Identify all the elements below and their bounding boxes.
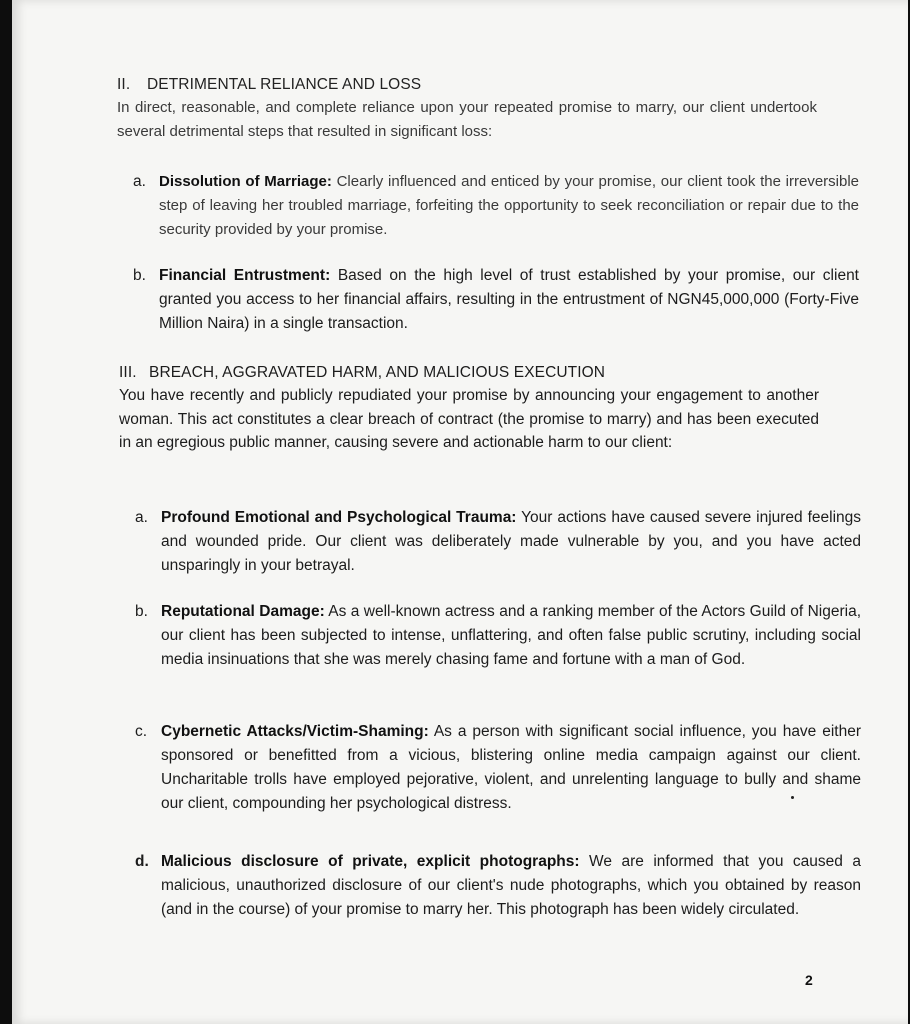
item-label: Malicious disclosure of private, explicit photographs: (161, 853, 580, 870)
section-iii-intro: You have recently and publicly repudiated your promise by announcing your engagement to another woman. This act constitutes a clear breach of contract (the promise to marry) and has been executed in an egregious public manner, causing severe and actionable harm to our client: (119, 387, 819, 451)
item-text: Based on the high level of trust established by your promise, our client granted you access to her financial affairs, resulting in the entrustment of NGN45,000,000 (Forty-Five Million Naira) in a single transaction. (159, 267, 859, 332)
section-ii-item-a (117, 170, 859, 242)
item-letter: a. (135, 509, 148, 526)
section-iii-heading (119, 362, 819, 384)
section-iii-item-c (119, 720, 861, 816)
section-ii-item-b (117, 264, 859, 336)
item-text: As a well-known actress and a ranking member of the Actors Guild of Nigeria, our client has been subjected to intense, unflattering, and often false public scrutiny, including social media insinuations that she was merely chasing fame and fortune with a man of God. (161, 603, 861, 668)
page-number: 2 (805, 972, 813, 988)
document-page (12, 0, 908, 1024)
item-letter: a. (133, 173, 146, 190)
section-iii-title: BREACH, AGGRAVATED HARM, AND MALICIOUS EXECUTION (149, 364, 606, 381)
item-label: Profound Emotional and Psychological Trauma: (161, 509, 517, 526)
section-ii-number: II. (117, 76, 131, 93)
section-iii (119, 362, 819, 455)
section-iii-item-b (119, 600, 861, 672)
item-label: Reputational Damage: (161, 603, 325, 620)
section-iii-item-d (119, 850, 861, 922)
item-letter: b. (133, 267, 146, 284)
section-ii-heading (117, 74, 817, 96)
item-letter: b. (135, 603, 148, 620)
section-iii-number: III. (119, 364, 137, 381)
item-text: As a person with significant social influence, you have either sponsored or benefitted from a vicious, blistering online media campaign against our client. Uncharitable trolls have employed pejorative, violent, and unrelenting language to bully and shame our client, compounding her psychological distress. (161, 723, 861, 812)
stray-mark (791, 796, 794, 799)
item-letter: d. (135, 853, 149, 870)
item-label: Dissolution of Marriage: (159, 173, 332, 190)
item-letter: c. (135, 723, 148, 740)
section-iii-item-a (119, 506, 861, 578)
item-label: Cybernetic Attacks/Victim-Shaming: (161, 723, 429, 740)
section-ii-intro: In direct, reasonable, and complete reliance upon your repeated promise to marry, our client undertook several detrimental steps that resulted in significant loss: (117, 99, 817, 140)
item-label: Financial Entrustment: (159, 267, 331, 284)
section-ii-title: DETRIMENTAL RELIANCE AND LOSS (147, 76, 422, 93)
item-text: We are informed that you caused a malicious, unauthorized disclosure of our client's nude photographs, which you obtained by reason (and in the course) of your promise to marry her. This photograph has been widely circulated. (161, 853, 861, 918)
section-ii (117, 74, 817, 143)
item-text: Your actions have caused severe injured feelings and wounded pride. Our client was deliberately made vulnerable by you, and you have acted unsparingly in your betrayal. (161, 509, 862, 574)
item-text: Clearly influenced and enticed by your promise, our client took the irreversible step of leaving her troubled marriage, forfeiting the opportunity to seek reconciliation or repair due to the security provided by your promise. (159, 173, 860, 238)
